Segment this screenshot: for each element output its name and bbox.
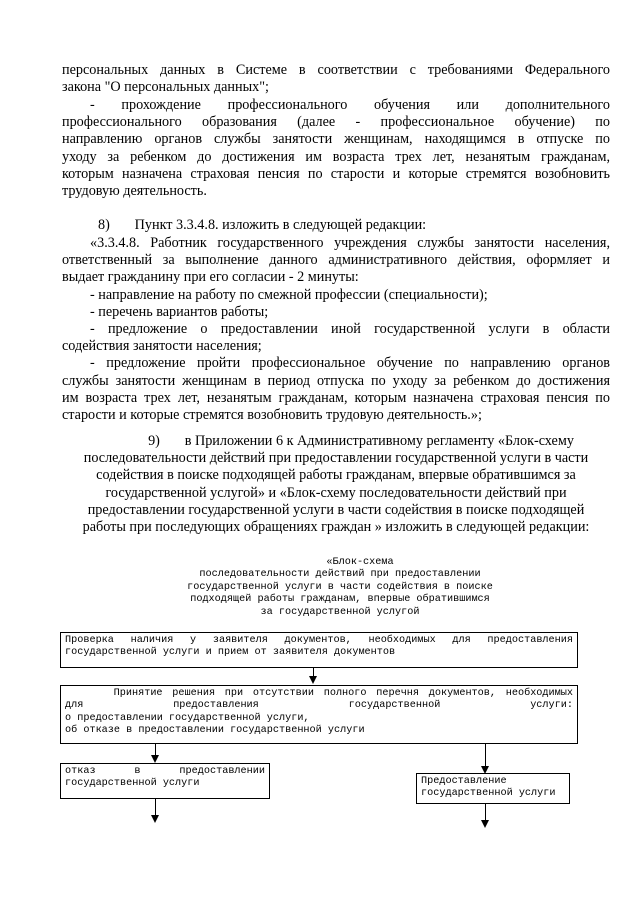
list-item: - направление на работу по смежной профессии (специальности); <box>90 286 488 303</box>
text-line: ответственный за выполнение данного административного действия, оформляет и <box>62 252 610 269</box>
item-9 <box>62 433 610 536</box>
text-line: содействия занятости населения; <box>62 338 262 355</box>
text-line: 9) в Приложении 6 к Административному регламенту «Блок-схему <box>148 433 574 449</box>
flow-box-text: отказ в предоставлении <box>65 766 265 777</box>
item-8 <box>98 217 610 234</box>
flow-box-text: об отказе в предоставлении государственной услуги <box>65 725 365 737</box>
list-item: - перечень вариантов работы; <box>90 303 269 320</box>
flow-box-text: Принятие решения при отсутствии полного перечня документов, необходимых <box>65 688 573 699</box>
flow-box-text: государственной услуги <box>65 778 200 790</box>
text-line: - прохождение профессионального обучения или дополнительного <box>90 97 610 113</box>
scheme-title-line: подходящей работы гражданам, впервые обратившимся <box>190 594 490 606</box>
text-line: службы занятости женщинам в период отпуска по уходу за ребенком до достижения <box>62 372 610 389</box>
text-line: 8) Пункт 3.3.4.8. изложить в следующей редакции: <box>98 217 427 233</box>
flow-box-refusal <box>60 763 270 799</box>
flow-box-text: Предоставление <box>421 776 507 787</box>
list-item: - предложение о предоставлении иной государственной услуги в области <box>90 321 610 338</box>
text-line: содействия в поиске подходящей работы гражданам, впервые обратившимся за <box>96 467 576 484</box>
scheme-title-line: государственной услуги в части содействия в поиске <box>187 581 493 593</box>
flow-box-text: для предоставления государственной услуги: <box>65 700 573 712</box>
text-line: «3.3.4.8. Работник государственного учреждения службы занятости населения, <box>90 235 610 251</box>
text-line: последовательности действий при предоставлении государственной услуги в части <box>83 450 589 467</box>
text-line: работы при последующих обращениях граждан » изложить в следующей редакции: <box>82 519 590 536</box>
paragraph-professional-training <box>62 97 610 200</box>
text-line: уходу за ребенком до достижения им возраста трех лет, незанятым гражданам, <box>62 148 610 165</box>
text-line: государственной услугой» и «Блок-схему последовательности действий при <box>105 484 567 501</box>
text-line: персональных данных в Системе в соответствии с требованиями Федерального <box>62 62 610 78</box>
flow-box-text: Проверка наличия у заявителя документов, необходимых для предоставления <box>65 635 573 646</box>
text-line: старости и которые стремятся возобновить трудовую деятельность.»; <box>62 407 482 424</box>
flow-box-provision <box>416 773 570 804</box>
scheme-title-line: последовательности действий при предоставлении <box>199 569 481 581</box>
flow-box-document-check <box>60 632 578 668</box>
text-line: им возраста трех лет, незанятым гражданам, которым назначена страховая пенсия по <box>62 389 610 406</box>
flow-box-text: государственной услуги и прием от заявителя документов <box>65 647 396 659</box>
text-line: выдает гражданину при его согласии - 2 минуты: <box>62 269 359 286</box>
text-line: направлению органов службы занятости женщинам, находящимся в отпуске по <box>62 131 610 148</box>
scheme-title-line: «Блок-схема <box>326 557 394 568</box>
text-line: предоставлении государственной услуги в части содействия в поиске подходящей <box>87 501 585 518</box>
text-line: трудовую деятельность. <box>62 183 207 200</box>
flow-box-decision <box>60 685 578 744</box>
text-line: которым назначена страховая пенсия по старости и которые стремятся возобновить <box>62 165 610 182</box>
paragraph-personal-data <box>62 62 610 96</box>
scheme-title-line: за государственной услугой <box>260 606 420 618</box>
flow-box-text: государственной услуги <box>421 788 556 800</box>
flow-box-text: о предоставлении государственной услуги, <box>65 712 310 724</box>
text-line: профессионального образования (далее - профессиональное обучение) по <box>62 114 610 131</box>
list-item: - предложение пройти профессиональное обучение по направлению органов <box>90 355 610 372</box>
text-line: закона "О персональных данных"; <box>62 79 269 96</box>
paragraph-3-3-4-8 <box>62 235 610 424</box>
scheme-title <box>130 557 550 619</box>
